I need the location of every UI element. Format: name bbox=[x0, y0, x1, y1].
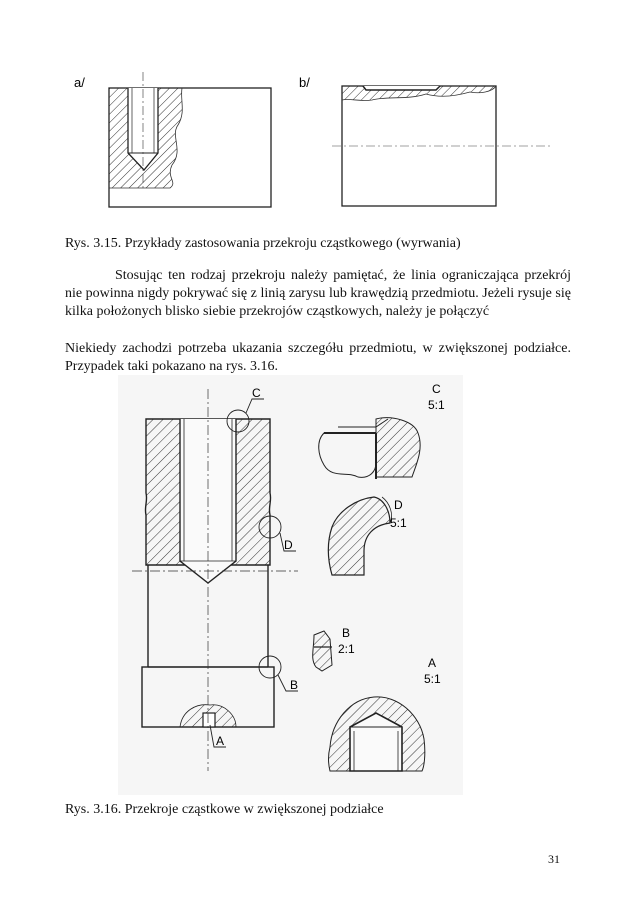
detail-a-name: A bbox=[428, 656, 437, 670]
callout-c: C bbox=[252, 386, 261, 400]
detail-c-scale: 5:1 bbox=[428, 398, 445, 412]
paragraph-1: Stosując ten rodzaj przekroju należy pamiętać, że linia ograniczająca przekrój nie powinna nigdy pokrywać się z linią zarysu lub krawędzią przedmiotu. Jeżeli rysuje się kilka położonych blisko siebie przekrojów cząstkowych, należy je połączyć bbox=[65, 268, 571, 320]
figure-3-16-caption: Rys. 3.16. Przekroje cząstkowe w zwiększonej podziałce bbox=[65, 802, 384, 817]
detail-b-name: B bbox=[342, 626, 351, 640]
detail-d-name: D bbox=[394, 498, 403, 512]
figure-3-16 bbox=[118, 375, 463, 795]
figure-3-15 bbox=[60, 70, 560, 220]
view-b bbox=[332, 86, 550, 206]
callout-d: D bbox=[284, 538, 293, 552]
detail-d-scale: 5:1 bbox=[390, 516, 407, 530]
detail-b-scale: 2:1 bbox=[338, 642, 355, 656]
callout-b: B bbox=[290, 678, 299, 692]
label-a: a/ bbox=[74, 75, 85, 90]
detail-a-scale: 5:1 bbox=[424, 672, 441, 686]
paragraph-2: Niekiedy zachodzi potrzeba ukazania szczegółu przedmiotu, w zwiększonej podziałce. Przypadek taki pokazano na rys. 3.16. bbox=[65, 341, 571, 375]
label-b: b/ bbox=[299, 75, 310, 90]
figure-3-15-caption: Rys. 3.15. Przykłady zastosowania przekroju cząstkowego (wyrwania) bbox=[65, 236, 461, 251]
callout-a: A bbox=[216, 734, 225, 748]
view-a bbox=[109, 72, 271, 207]
detail-c-name: C bbox=[432, 382, 441, 396]
page-number: 31 bbox=[548, 852, 560, 866]
